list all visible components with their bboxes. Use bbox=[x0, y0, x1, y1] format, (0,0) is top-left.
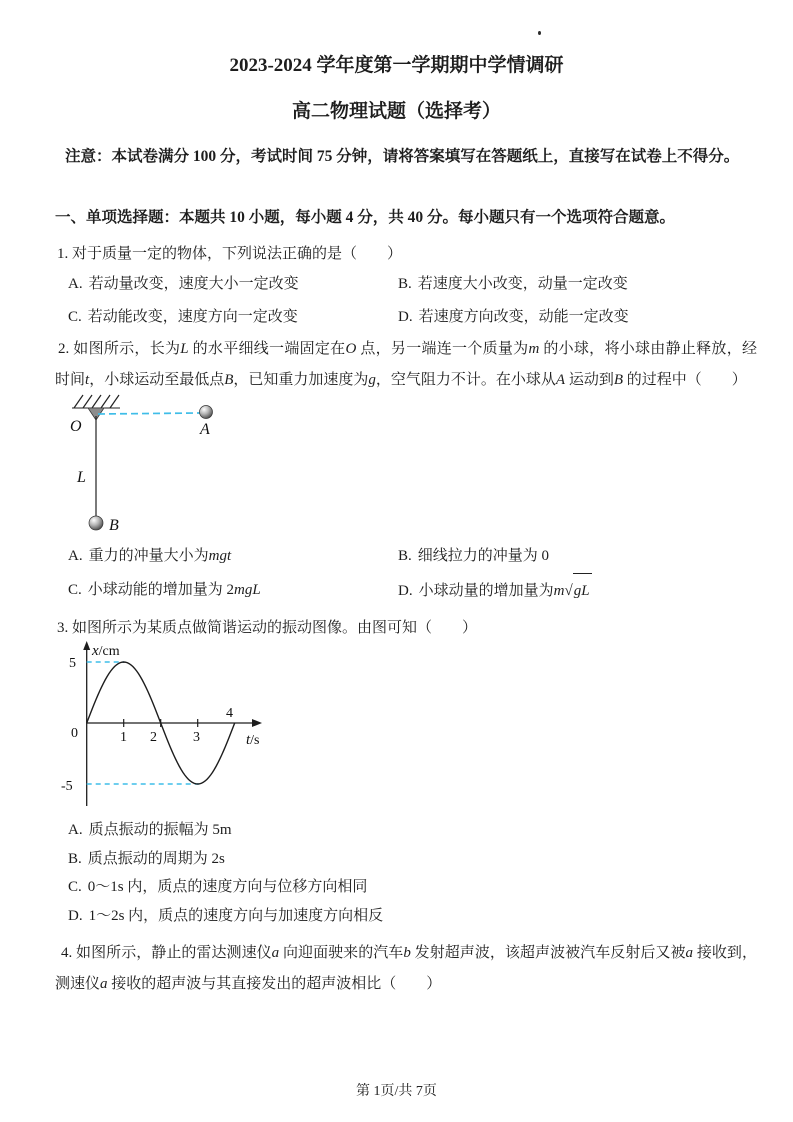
option-label: B. bbox=[398, 548, 412, 564]
option-text: 若速度大小改变，动量一定改变 bbox=[417, 276, 628, 292]
q1-options bbox=[68, 268, 758, 334]
q2-pendulum-figure bbox=[58, 392, 238, 544]
page-number: 第 1页/共 7页 bbox=[356, 1084, 437, 1099]
q2-option-b bbox=[398, 539, 758, 573]
ytick-minus5: -5 bbox=[61, 779, 73, 794]
q4-stem: 4. 如图所示，静止的雷达测速仪a 向迎面驶来的汽车b 发射超声波，该超声波被汽车反射后又被a 接收到，测速仪a 接收的超声波与其直接发出的超声波相比（ ） bbox=[55, 945, 757, 992]
q3-option-d bbox=[68, 902, 758, 931]
xtick-1: 1 bbox=[120, 730, 127, 745]
origin-label: 0 bbox=[71, 726, 78, 741]
option-label: C. bbox=[68, 582, 82, 598]
option-label: D. bbox=[398, 583, 413, 599]
q1-option-d bbox=[398, 301, 758, 334]
x-axis-arrow-icon bbox=[252, 719, 262, 727]
y-axis-label: x/cm bbox=[92, 643, 120, 659]
q3-option-c bbox=[68, 873, 758, 902]
option-text: 质点振动的振幅为 5m bbox=[88, 822, 232, 838]
q3-options bbox=[68, 816, 758, 930]
section-header: 一、单项选择题：本题共 10 小题，每小题 4 分，共 40 分。每小题只有一个选项符合题意。 bbox=[55, 209, 676, 226]
string-horizontal-dashed bbox=[98, 413, 200, 414]
ytick-5: 5 bbox=[69, 656, 76, 671]
page-title: 2023-2024 学年度第一学期期中学情调研 bbox=[229, 55, 564, 76]
q3-stem: 3. 如图所示为某质点做简谐运动的振动图像。由图可知（ ） bbox=[57, 620, 478, 636]
y-axis-arrow-icon bbox=[83, 641, 90, 650]
option-text: 若动能改变，速度方向一定改变 bbox=[87, 309, 298, 325]
q1-stem: 1. 对于质量一定的物体，下列说法正确的是（ ） bbox=[57, 246, 403, 262]
ball-a bbox=[200, 406, 213, 419]
stray-mark bbox=[538, 31, 541, 35]
q3-oscillation-graph bbox=[56, 640, 316, 820]
xtick-3: 3 bbox=[193, 730, 200, 745]
option-label: C. bbox=[68, 879, 82, 895]
option-text: 0～1s 内，质点的速度方向与位移方向相同 bbox=[87, 879, 368, 895]
q3-option-b bbox=[68, 845, 758, 874]
q2-options bbox=[68, 539, 758, 608]
q1-option-b bbox=[398, 268, 758, 301]
option-label: D. bbox=[398, 309, 413, 325]
option-text: 若动量改变，速度大小一定改变 bbox=[88, 276, 299, 292]
ceiling-hatch-icon bbox=[74, 395, 119, 408]
option-text: 若速度方向改变，动能一定改变 bbox=[418, 309, 629, 325]
option-label: D. bbox=[68, 907, 83, 924]
option-label: A. bbox=[68, 548, 83, 564]
label-o: O bbox=[70, 418, 82, 435]
q1-option-a bbox=[68, 268, 398, 301]
option-label: B. bbox=[398, 276, 412, 292]
q3-option-a bbox=[68, 816, 758, 845]
label-a: A bbox=[200, 421, 210, 438]
q2-option-d bbox=[398, 573, 758, 608]
option-text: 小球动量的增加量为m√gL bbox=[419, 583, 592, 599]
option-text: 细线拉力的冲量为 0 bbox=[417, 548, 550, 564]
q2-stem: 2. 如图所示，长为L 的水平细线一端固定在O 点，另一端连一个质量为m 的小球，将小球由静止释放，经时间t，小球运动至最低点B，已知重力加速度为g，空气阻力不计。在小球从A 运动到B 的过程中（ ） bbox=[55, 341, 757, 388]
option-label: C. bbox=[68, 309, 82, 325]
option-label: B. bbox=[68, 850, 82, 867]
option-text: 小球动能的增加量为 2mgL bbox=[87, 582, 261, 598]
x-axis-label: t/s bbox=[246, 732, 260, 748]
option-text: 重力的冲量大小为mgt bbox=[88, 548, 232, 564]
option-label: A. bbox=[68, 276, 83, 292]
label-l: L bbox=[77, 469, 86, 486]
xtick-4: 4 bbox=[226, 706, 233, 721]
option-text: 1～2s 内，质点的速度方向与加速度方向相反 bbox=[88, 907, 384, 924]
q2-option-a bbox=[68, 539, 398, 573]
option-text: 质点振动的周期为 2s bbox=[87, 850, 225, 867]
xtick-2: 2 bbox=[150, 730, 157, 745]
q2-option-c bbox=[68, 573, 398, 608]
ball-b bbox=[89, 516, 103, 530]
option-label: A. bbox=[68, 822, 83, 838]
label-b: B bbox=[109, 517, 119, 534]
page-subtitle: 高二物理试题（选择考） bbox=[291, 101, 501, 122]
exam-notice: 注意：本试卷满分 100 分，考试时间 75 分钟，请将答案填写在答题纸上，直接写在试卷上不得分。 bbox=[65, 148, 740, 165]
q1-option-c bbox=[68, 301, 398, 334]
